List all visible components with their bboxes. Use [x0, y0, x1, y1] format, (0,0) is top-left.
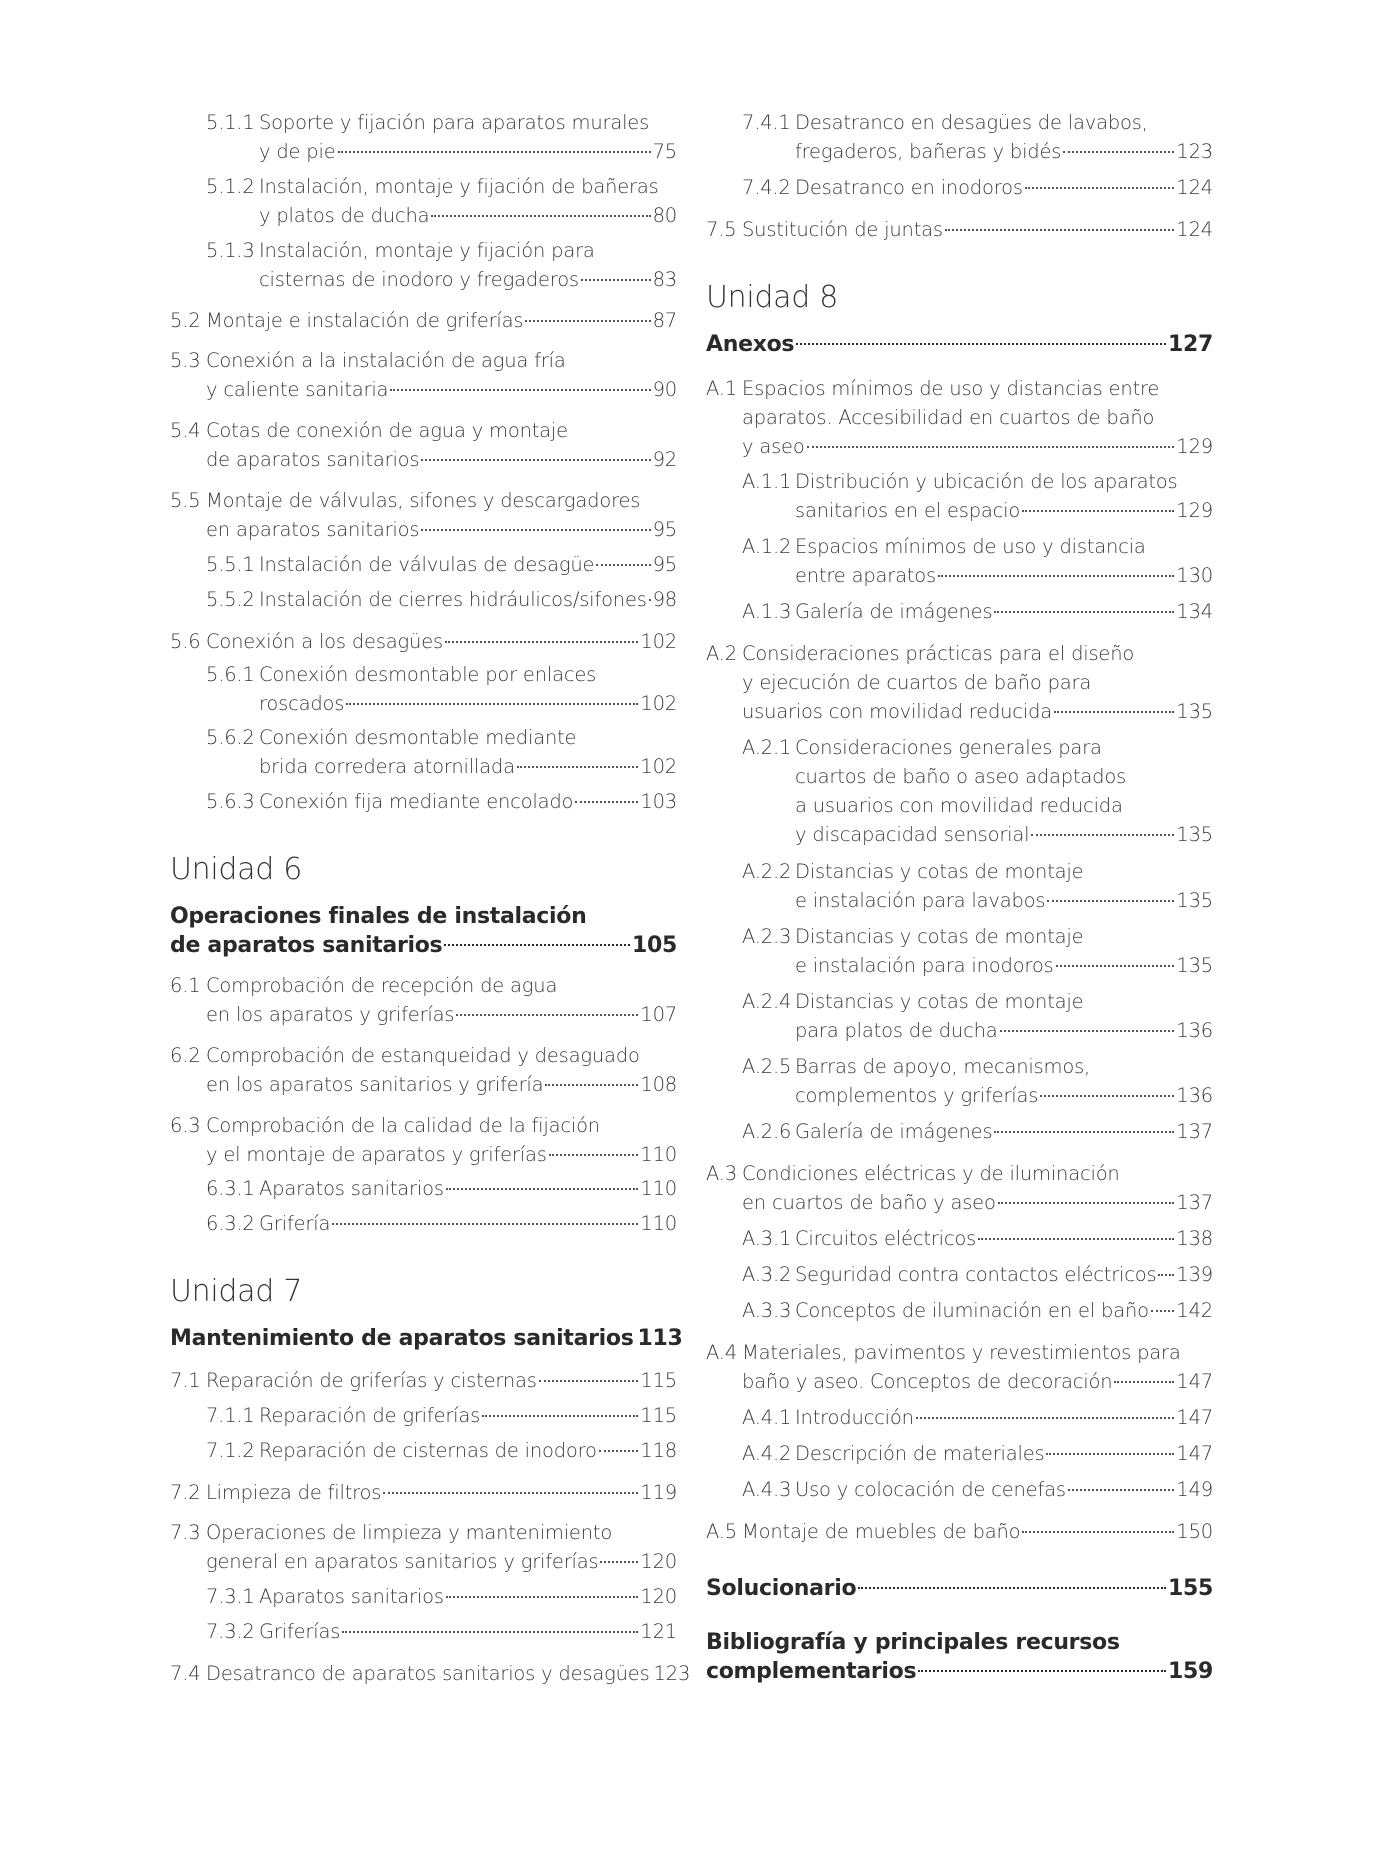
entry-title-line: e instalación para inodoros [795, 954, 1054, 977]
page-number: 127 [1167, 332, 1213, 357]
entry-title-line: Reparación de cisternas de inodoro [259, 1439, 597, 1462]
entry-title-line: Instalación, montaje y fijación de bañeras [259, 175, 659, 198]
entry-number: 6.2 [170, 1044, 201, 1067]
entry-title-line: Desatranco de aparatos sanitarios y desagües [206, 1662, 650, 1685]
dot-leader [1025, 187, 1175, 189]
page-number: 129 [1176, 499, 1213, 522]
entry-title-line: Conexión a la instalación de agua fría [206, 349, 566, 372]
entry-title-line: Instalación de válvulas de desagüe [259, 553, 595, 576]
dot-leader [383, 1492, 638, 1494]
unit-title-line: Operaciones finales de instalación [170, 904, 587, 929]
dot-leader [938, 575, 1174, 577]
entry-number: A.3 [706, 1162, 738, 1185]
entry-title-line: y platos de ducha [259, 204, 430, 227]
entry-title-line: Distancias y cotas de montaje [795, 925, 1084, 948]
dot-leader [998, 1202, 1175, 1204]
unit-title-6[interactable] [170, 902, 677, 960]
entry-number: 7.4 [170, 1662, 201, 1685]
dot-leader [1047, 900, 1174, 902]
unit-title-line: Solucionario [706, 1576, 857, 1601]
entry-title-line: Griferías [259, 1620, 341, 1643]
entry-title-line: Conexión desmontable mediante [259, 726, 577, 749]
page-number: 102 [640, 630, 677, 653]
entry-title-line: Materiales, pavimentos y revestimientos para [742, 1341, 1181, 1364]
dot-leader [600, 1561, 638, 1563]
entry-title-line: y ejecución de cuartos de baño para [742, 671, 1092, 694]
entry-title-line: Reparación de griferías [259, 1404, 481, 1427]
dot-leader [549, 1154, 639, 1156]
unit-title-line: Anexos [706, 332, 795, 357]
dot-leader [421, 529, 650, 531]
entry-number: 7.1.1 [206, 1404, 255, 1427]
entry-number: A.4 [706, 1341, 738, 1364]
entry-title-line: complementos y griferías [795, 1084, 1039, 1107]
dot-leader [978, 1238, 1174, 1240]
page-number: 110 [640, 1177, 677, 1200]
entry-title-line: Espacios mínimos de uso y distancia [795, 535, 1146, 558]
page-number: 130 [1176, 564, 1213, 587]
dot-leader [575, 801, 638, 803]
page-number: 87 [652, 309, 677, 332]
entry-number: A.1.1 [742, 470, 792, 493]
dot-leader [332, 1223, 638, 1225]
page-number: 105 [631, 933, 677, 958]
entry-title-line: general en aparatos sanitarios y griferías [206, 1550, 599, 1573]
entry-number: A.1.2 [742, 535, 792, 558]
entry-number: A.1.3 [742, 600, 792, 623]
page-number: 108 [640, 1073, 677, 1096]
entry-title-line: Operaciones de limpieza y mantenimiento [206, 1521, 613, 1544]
page-number: 113 [637, 1326, 683, 1351]
dot-leader [445, 641, 638, 643]
dot-leader [918, 1670, 1166, 1672]
entry-title-line: Galería de imágenes [795, 600, 993, 623]
dot-leader [994, 1131, 1174, 1133]
entry-title-line: Montaje de muebles de baño [742, 1520, 1021, 1543]
dot-leader [446, 1188, 639, 1190]
entry-title-line: en aparatos sanitarios [206, 518, 420, 541]
entry-title-line: y de pie [259, 140, 336, 163]
unit-heading-7: Unidad 7 [170, 1274, 302, 1309]
entry-title-line: sanitarios en el espacio [795, 499, 1021, 522]
entry-number: 7.3.1 [206, 1585, 255, 1608]
entry-title-line: Montaje e instalación de griferías [206, 309, 524, 332]
entry-title-line: de aparatos sanitarios [206, 448, 420, 471]
page-number: 123 [653, 1662, 691, 1685]
entry-number: A.2.5 [742, 1055, 792, 1078]
entry-number: 7.3 [170, 1521, 201, 1544]
dot-leader [1040, 1095, 1174, 1097]
entry-title-line: Conceptos de iluminación en el baño [795, 1299, 1149, 1322]
entry-number: A.3.3 [742, 1299, 792, 1322]
page-number: 135 [1176, 954, 1213, 977]
entry-title-line: Soporte y fijación para aparatos murales [259, 111, 650, 134]
page-number: 80 [652, 204, 677, 227]
dot-leader [1022, 510, 1174, 512]
entry-number: A.3.1 [742, 1227, 792, 1250]
page-number: 150 [1176, 1520, 1213, 1543]
entry-title-line: Desatranco en inodoros [795, 176, 1023, 199]
solucionario-entry[interactable] [706, 1574, 1213, 1603]
page-number: 110 [640, 1143, 677, 1166]
page-number: 120 [640, 1585, 677, 1608]
unit-title-line: complementarios [706, 1659, 917, 1684]
entry-number: 6.3 [170, 1114, 201, 1137]
entry-title-line: Conexión desmontable por enlaces [259, 663, 597, 686]
entry-title-line: Instalación de cierres hidráulicos/sifones [259, 588, 647, 611]
page-number: 138 [1176, 1227, 1213, 1250]
page-number: 129 [1176, 435, 1213, 458]
dot-leader [482, 1415, 638, 1417]
unit-title-line: Mantenimiento de aparatos sanitarios [170, 1326, 634, 1351]
dot-leader [945, 229, 1175, 231]
page-number: 159 [1167, 1659, 1213, 1684]
entry-number: A.4.2 [742, 1442, 792, 1465]
dot-leader [807, 446, 1175, 448]
page-number: 75 [652, 140, 677, 163]
page-number: 98 [652, 588, 677, 611]
dot-leader [796, 343, 1166, 345]
entry-title-line: Conexión a los desagües [206, 630, 443, 653]
entry-title-line: en los aparatos y griferías [206, 1003, 455, 1026]
entry-title-line: Desatranco en desagües de lavabos, [795, 111, 1148, 134]
entry-title-line: en los aparatos sanitarios y grifería [206, 1073, 544, 1096]
dot-leader [1054, 711, 1174, 713]
entry-title-line: Introducción [795, 1406, 914, 1429]
entry-title-line: Distancias y cotas de montaje [795, 990, 1084, 1013]
entry-number: 5.2 [170, 309, 201, 332]
entry-number: A.2.3 [742, 925, 792, 948]
dot-leader [346, 703, 638, 705]
entry-number: 5.1.1 [206, 111, 255, 134]
entry-number: A.5 [706, 1520, 738, 1543]
unit-heading-8: Unidad 8 [706, 280, 838, 315]
page-number: 124 [1176, 218, 1213, 241]
entry-title-line: Seguridad contra contactos eléctricos [795, 1263, 1157, 1286]
dot-leader [444, 944, 630, 946]
entry-title-line: Limpieza de filtros [206, 1481, 382, 1504]
page-number: 149 [1176, 1478, 1213, 1501]
page-number: 83 [652, 268, 677, 291]
entry-number: 7.5 [706, 218, 737, 241]
page-number: 136 [1176, 1019, 1213, 1042]
dot-leader [517, 766, 639, 768]
page-number: 137 [1176, 1120, 1213, 1143]
dot-leader [1158, 1274, 1174, 1276]
entry-number: 5.6.1 [206, 663, 255, 686]
entry-number: 7.1 [170, 1369, 201, 1392]
page-number: 102 [640, 755, 677, 778]
entry-number: 6.1 [170, 974, 201, 997]
page-number: 147 [1176, 1406, 1213, 1429]
page-number: 118 [640, 1439, 677, 1462]
page-number: 121 [640, 1620, 677, 1643]
page-number: 155 [1167, 1576, 1213, 1601]
entry-number: 5.6 [170, 630, 201, 653]
dot-leader [649, 599, 651, 601]
dot-leader [1068, 1489, 1175, 1491]
entry-title-line: Conexión fija mediante encolado [259, 790, 574, 813]
dot-leader [599, 1450, 639, 1452]
dot-leader [545, 1084, 638, 1086]
entry-number: 7.2 [170, 1481, 201, 1504]
dot-leader [539, 1380, 639, 1382]
entry-number: A.2.1 [742, 736, 792, 759]
dot-leader [1046, 1453, 1174, 1455]
entry-title-line: Espacios mínimos de uso y distancias entre [742, 377, 1160, 400]
entry-title-line: cuartos de baño o aseo adaptados [795, 765, 1127, 788]
entry-title-line: Distribución y ubicación de los aparatos [795, 470, 1178, 493]
bibliografia-entry[interactable] [706, 1628, 1213, 1686]
page-number: 107 [640, 1003, 677, 1026]
page-number: 147 [1176, 1442, 1213, 1465]
entry-title-line: cisternas de inodoro y fregaderos [259, 268, 579, 291]
entry-number: 6.3.1 [206, 1177, 255, 1200]
entry-title-line: roscados [259, 692, 345, 715]
entry-title-line: brida corredera atornillada [259, 755, 515, 778]
page-number: 95 [652, 553, 677, 576]
page-number: 123 [1176, 140, 1213, 163]
entry-title-line: Uso y colocación de cenefas [795, 1478, 1066, 1501]
entry-title-line: y discapacidad sensorial [795, 823, 1030, 846]
entry-title-line: Sustitución de juntas [742, 218, 943, 241]
page-number: 103 [640, 790, 677, 813]
page-number: 102 [640, 692, 677, 715]
page-number: 142 [1176, 1299, 1213, 1322]
page-number: 147 [1176, 1370, 1213, 1393]
entry-number: 5.4 [170, 419, 201, 442]
page-number: 135 [1176, 700, 1213, 723]
dot-leader [1056, 965, 1175, 967]
entry-title-line: y el montaje de aparatos y griferías [206, 1143, 547, 1166]
dot-leader [916, 1417, 1175, 1419]
entry-title-line: Reparación de griferías y cisternas [206, 1369, 537, 1392]
page-number: 124 [1176, 176, 1213, 199]
page-number: 90 [652, 378, 677, 401]
page-number: 134 [1176, 600, 1213, 623]
dot-leader [456, 1014, 638, 1016]
dot-leader [581, 279, 651, 281]
entry-number: 7.4.2 [742, 176, 791, 199]
entry-number: A.3.2 [742, 1263, 792, 1286]
entry-number: A.2.4 [742, 990, 792, 1013]
entry-title-line: Consideraciones generales para [795, 736, 1102, 759]
entry-number: A.2.2 [742, 860, 792, 883]
dot-leader [390, 389, 650, 391]
page-number: 137 [1176, 1191, 1213, 1214]
entry-title-line: fregaderos, bañeras y bidés [795, 140, 1062, 163]
entry-title-line: para platos de ducha [795, 1019, 998, 1042]
entry-number: A.4.3 [742, 1478, 792, 1501]
entry-title-line: Descripción de materiales [795, 1442, 1045, 1465]
entry-number: 5.6.3 [206, 790, 255, 813]
dot-leader [446, 1596, 639, 1598]
dot-leader [342, 1631, 638, 1633]
entry-number: 7.3.2 [206, 1620, 255, 1643]
entry-title-line: Grifería [259, 1212, 331, 1235]
page-number: 135 [1176, 889, 1213, 912]
entry-title-line: Aparatos sanitarios [259, 1585, 444, 1608]
unit-heading-6: Unidad 6 [170, 852, 302, 887]
entry-number: 7.1.2 [206, 1439, 255, 1462]
page-number: 115 [640, 1404, 677, 1427]
entry-title-line: usuarios con movilidad reducida [742, 700, 1052, 723]
dot-leader [431, 215, 650, 217]
unit-title-line: de aparatos sanitarios [170, 933, 443, 958]
entry-title-line: entre aparatos [795, 564, 936, 587]
page-number: 120 [640, 1550, 677, 1573]
entry-number: 5.6.2 [206, 726, 255, 749]
dot-leader [1114, 1381, 1174, 1383]
entry-number: 5.1.3 [206, 239, 255, 262]
entry-number: A.2.6 [742, 1120, 792, 1143]
page-number: 92 [652, 448, 677, 471]
entry-title-line: Comprobación de estanqueidad y desaguado [206, 1044, 640, 1067]
entry-title-line: y aseo [742, 435, 805, 458]
entry-number: 6.3.2 [206, 1212, 255, 1235]
dot-leader [338, 151, 651, 153]
dot-leader [1063, 151, 1174, 153]
entry-title-line: Aparatos sanitarios [259, 1177, 444, 1200]
entry-title-line: baño y aseo. Conceptos de decoración [742, 1370, 1113, 1393]
entry-number: 5.5.2 [206, 588, 255, 611]
entry-title-line: Condiciones eléctricas y de iluminación [742, 1162, 1120, 1185]
unit-title-8[interactable] [706, 330, 1213, 359]
entry-number: 5.1.2 [206, 175, 255, 198]
page-number: 119 [640, 1481, 677, 1504]
unit-title-7[interactable] [170, 1324, 683, 1353]
page-number: 139 [1176, 1263, 1213, 1286]
page-number: 110 [640, 1212, 677, 1235]
entry-number: A.2 [706, 642, 738, 665]
entry-title-line: Circuitos eléctricos [795, 1227, 977, 1250]
entry-number: 5.5.1 [206, 553, 255, 576]
dot-leader [994, 611, 1174, 613]
entry-title-line: Barras de apoyo, mecanismos, [795, 1055, 1091, 1078]
page-number: 136 [1176, 1084, 1213, 1107]
entry-title-line: en cuartos de baño y aseo [742, 1191, 996, 1214]
entry-title-line: Distancias y cotas de montaje [795, 860, 1084, 883]
entry-title-line: Comprobación de la calidad de la fijación [206, 1114, 600, 1137]
entry-number: A.1 [706, 377, 738, 400]
entry-number: 5.5 [170, 489, 201, 512]
unit-title-line: Bibliografía y principales recursos [706, 1630, 1120, 1655]
entry-title-line: Comprobación de recepción de agua [206, 974, 558, 997]
entry-title-line: e instalación para lavabos [795, 889, 1046, 912]
dot-leader [858, 1587, 1166, 1589]
dot-leader [1031, 834, 1174, 836]
entry-title-line: Consideraciones prácticas para el diseño [742, 642, 1135, 665]
entry-number: 5.3 [170, 349, 201, 372]
dot-leader [525, 320, 650, 322]
page-number: 95 [652, 518, 677, 541]
dot-leader [421, 459, 650, 461]
dot-leader [596, 564, 650, 566]
entry-title-line: Galería de imágenes [795, 1120, 993, 1143]
entry-number: A.4.1 [742, 1406, 792, 1429]
page-number: 135 [1176, 823, 1213, 846]
entry-title-line: Montaje de válvulas, sifones y descargadores [206, 489, 641, 512]
dot-leader [1022, 1531, 1174, 1533]
entry-title-line: y caliente sanitaria [206, 378, 389, 401]
entry-title-line: a usuarios con movilidad reducida [795, 794, 1123, 817]
entry-number: 7.4.1 [742, 111, 791, 134]
dot-leader [1151, 1310, 1175, 1312]
entry-title-line: aparatos. Accesibilidad en cuartos de baño [742, 406, 1155, 429]
entry-title-line: Instalación, montaje y fijación para [259, 239, 595, 262]
entry-title-line: Cotas de conexión de agua y montaje [206, 419, 568, 442]
dot-leader [1000, 1030, 1175, 1032]
page-number: 115 [640, 1369, 677, 1392]
